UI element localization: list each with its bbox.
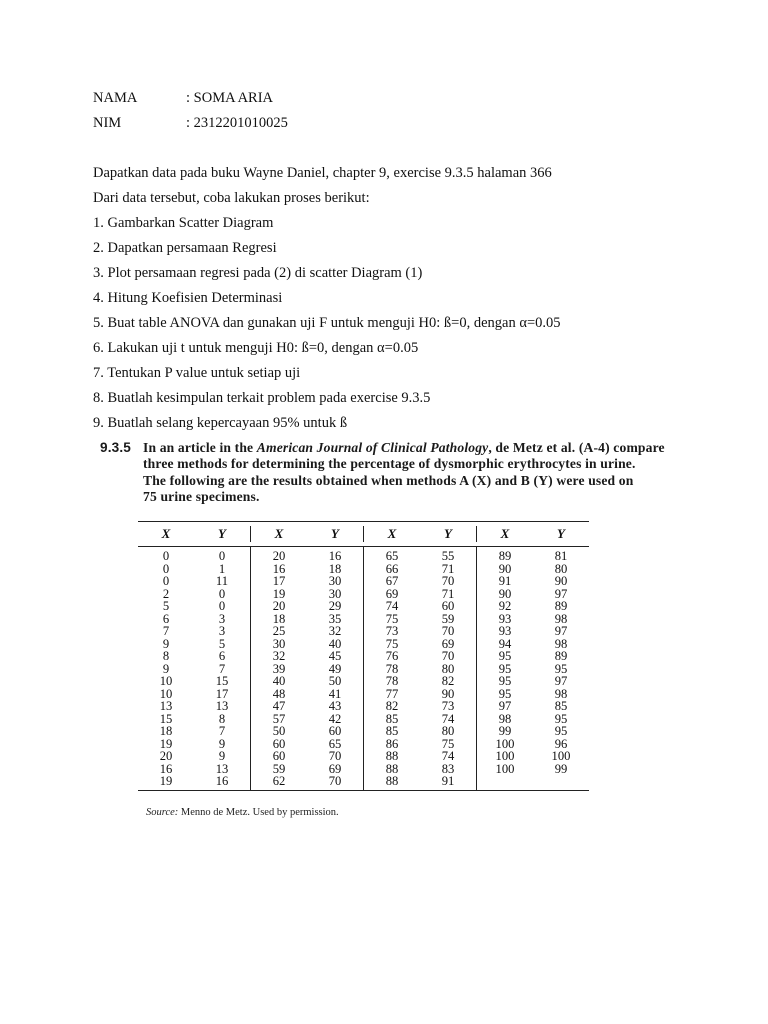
table-cell-y: 75 — [441, 736, 455, 751]
table-cell-y: 70 — [328, 774, 342, 788]
table-row — [477, 713, 589, 726]
table-row — [364, 775, 476, 788]
table-row — [477, 563, 589, 576]
table-cell-y: 30 — [328, 574, 342, 588]
table-cell-y: 41 — [328, 686, 342, 701]
table-cell-x: 78 — [385, 661, 399, 676]
table-cell-x: 47 — [272, 699, 286, 713]
table-row — [251, 750, 363, 763]
table-cell-y: 13 — [215, 699, 229, 713]
table-cell-y: 3 — [218, 611, 226, 626]
table-row — [477, 650, 589, 663]
table-row — [477, 725, 589, 738]
column-header-y: Y — [557, 526, 565, 541]
table-row — [364, 600, 476, 613]
table-row — [251, 688, 363, 701]
table-row — [364, 638, 476, 651]
table-cell-y: 70 — [441, 574, 455, 588]
name-value: : SOMA ARIA — [186, 90, 274, 106]
table-row — [138, 675, 250, 688]
table-cell-x: 9 — [162, 661, 170, 676]
table-cell-x: 94 — [498, 636, 512, 651]
table-row — [477, 575, 589, 588]
task-item: 5. Buat table ANOVA dan gunakan uji F untuk menguji H0: ß=0, dengan α=0.05 — [93, 315, 561, 331]
table-row — [477, 688, 589, 701]
table-row — [251, 663, 363, 676]
column-header-x: X — [387, 526, 397, 541]
table-cell-y: 0 — [218, 549, 226, 563]
table-cell-x: 39 — [272, 661, 286, 676]
table-cell-y: 89 — [554, 649, 568, 663]
table-cell-x: 0 — [162, 561, 170, 576]
table-row — [364, 700, 476, 713]
table-cell-x: 16 — [272, 561, 286, 576]
column-header-y: Y — [444, 526, 452, 541]
source-label: Source: — [146, 807, 179, 818]
table-row — [138, 650, 250, 663]
table-row — [138, 613, 250, 626]
table-cell-x: 92 — [498, 599, 512, 613]
instructions — [93, 164, 561, 439]
nim-value: : 2312201010025 — [186, 115, 288, 131]
table-row — [251, 613, 363, 626]
table-cell-y: 15 — [215, 674, 229, 688]
exercise-line-4: 75 urine specimens. — [143, 488, 260, 504]
table-row — [138, 750, 250, 763]
table-row — [138, 663, 250, 676]
table-cell-y: 73 — [441, 699, 455, 713]
table-cell-x: 67 — [385, 574, 399, 588]
exercise-line-1-post: , de Metz et al. (A-4) compare — [488, 440, 665, 455]
table-cell-x: 75 — [385, 636, 399, 651]
table-row — [138, 625, 250, 638]
task-item: 9. Buatlah selang kepercayaan 95% untuk ß — [93, 415, 348, 431]
table-cell-x: 5 — [162, 599, 170, 613]
exercise-number: 9.3.5 — [100, 440, 131, 455]
exercise-heading — [100, 440, 670, 505]
table-cell-x: 77 — [385, 686, 399, 701]
table-row — [138, 688, 250, 701]
table-row — [364, 763, 476, 776]
exercise-line-2: three methods for determining the percentage of dysmorphic erythrocytes in urine. — [143, 456, 636, 472]
table-cell-y: 49 — [328, 661, 342, 676]
table-cell-x: 69 — [385, 586, 399, 601]
table-row — [364, 588, 476, 601]
table-row — [138, 713, 250, 726]
table-cell-y: 74 — [441, 749, 455, 763]
table-cell-x: 95 — [498, 649, 512, 663]
table-row — [364, 675, 476, 688]
table-cell-y: 95 — [554, 661, 568, 676]
table-cell-x: 86 — [385, 736, 399, 751]
table-cell-y: 16 — [215, 774, 229, 788]
table-cell-y: 40 — [328, 636, 342, 651]
table-cell-x: 93 — [498, 624, 512, 638]
table-cell-x: 6 — [162, 611, 170, 626]
table-cell-x: 2 — [162, 586, 170, 601]
table-cell-y: 80 — [554, 561, 568, 576]
table-cell-x: 66 — [385, 561, 399, 576]
table-cell-y: 69 — [441, 636, 455, 651]
table-cell-x: 19 — [272, 586, 286, 601]
table-cell-y: 99 — [554, 761, 568, 776]
table-cell-y: 32 — [328, 624, 342, 638]
table-cell-x: 60 — [272, 749, 286, 763]
table-cell-x: 19 — [159, 736, 173, 751]
table-row — [364, 650, 476, 663]
table-cell-y: 82 — [441, 674, 455, 688]
table-source — [146, 807, 339, 818]
table-cell-y: 45 — [328, 649, 342, 663]
table-row — [251, 675, 363, 688]
table-cell-y: 1 — [218, 561, 226, 576]
table-cell-x: 65 — [385, 549, 399, 563]
table-row — [138, 563, 250, 576]
table-cell-y: 59 — [441, 611, 455, 626]
table-cell-y: 55 — [441, 549, 455, 563]
nim-label: NIM — [93, 115, 122, 131]
table-row — [251, 575, 363, 588]
table-cell-x: 40 — [272, 674, 286, 688]
table-cell-x: 50 — [272, 724, 286, 738]
table-cell-x: 0 — [162, 574, 170, 588]
table-cell-x: 88 — [385, 774, 399, 788]
table-cell-y: 90 — [554, 574, 568, 588]
table-cell-x: 95 — [498, 686, 512, 701]
table-row — [477, 638, 589, 651]
table-cell-y: 80 — [441, 661, 455, 676]
table-row — [477, 763, 589, 776]
table-cell-x: 82 — [385, 699, 399, 713]
table-cell-y: 89 — [554, 599, 568, 613]
table-cell-y: 81 — [554, 549, 568, 563]
table-cell-y: 42 — [328, 711, 342, 726]
table-cell-y: 17 — [215, 686, 229, 701]
table-row — [477, 613, 589, 626]
table-row — [364, 625, 476, 638]
table-cell-x: 73 — [385, 624, 399, 638]
table-cell-y: 100 — [551, 749, 571, 763]
table-cell-y: 18 — [328, 561, 342, 576]
intro-line-2: Dari data tersebut, coba lakukan proses berikut: — [93, 190, 370, 206]
table-cell-x: 76 — [385, 649, 399, 663]
table-cell-y: 97 — [554, 624, 568, 638]
task-item: 1. Gambarkan Scatter Diagram — [93, 215, 274, 231]
table-row — [364, 738, 476, 751]
table-cell-x: 88 — [385, 749, 399, 763]
exercise-scan — [100, 440, 670, 818]
table-cell-x: 15 — [159, 711, 173, 726]
table-cell-x: 9 — [162, 636, 170, 651]
intro-line-1: Dapatkan data pada buku Wayne Daniel, chapter 9, exercise 9.3.5 halaman 366 — [93, 165, 552, 181]
table-cell-x: 93 — [498, 611, 512, 626]
table-row — [477, 675, 589, 688]
table-cell-x: 48 — [272, 686, 286, 701]
name-row — [93, 89, 273, 107]
table-cell-y: 43 — [328, 699, 342, 713]
table-cell-y: 7 — [218, 661, 226, 676]
table-cell-x: 98 — [498, 711, 512, 726]
table-cell-x: 13 — [159, 699, 173, 713]
table-cell-y: 74 — [441, 711, 455, 726]
table-cell-y: 98 — [554, 686, 568, 701]
table-cell-x: 100 — [495, 761, 515, 776]
table-row — [364, 563, 476, 576]
table-row — [477, 625, 589, 638]
table-cell-y: 71 — [441, 561, 455, 576]
table-cell-x: 8 — [162, 649, 170, 663]
table-cell-y: 70 — [328, 749, 342, 763]
column-header-x: X — [500, 526, 510, 541]
table-cell-x: 17 — [272, 574, 286, 588]
table-row — [138, 700, 250, 713]
table-row — [364, 550, 476, 563]
table-row — [477, 588, 589, 601]
table-block — [138, 547, 251, 790]
table-row — [251, 725, 363, 738]
table-cell-y: 60 — [328, 724, 342, 738]
table-row — [251, 625, 363, 638]
table-cell-y: 9 — [218, 736, 226, 751]
table-row — [251, 738, 363, 751]
table-cell-x: 18 — [159, 724, 173, 738]
table-cell-x: 90 — [498, 561, 512, 576]
table-row — [364, 688, 476, 701]
exercise-line-3: The following are the results obtained when methods A (X) and B (Y) were used on — [143, 472, 634, 488]
table-cell-y: 16 — [328, 549, 342, 563]
table-cell-x: 100 — [495, 736, 515, 751]
table-cell-y: 60 — [441, 599, 455, 613]
table-row — [477, 738, 589, 751]
table-row — [138, 763, 250, 776]
table-cell-y: 11 — [215, 574, 229, 588]
column-header-x: X — [161, 526, 171, 541]
table-cell-x: 19 — [159, 774, 173, 788]
table-cell-x: 89 — [498, 549, 512, 563]
table-cell-y: 3 — [218, 624, 226, 638]
table-cell-y: 80 — [441, 724, 455, 738]
table-cell-x: 20 — [272, 599, 286, 613]
table-row — [477, 600, 589, 613]
table-row — [251, 763, 363, 776]
task-item: 7. Tentukan P value untuk setiap uji — [93, 365, 301, 381]
table-cell-x: 85 — [385, 711, 399, 726]
table-row — [251, 588, 363, 601]
table-cell-y: 7 — [218, 724, 226, 738]
table-cell-x: 78 — [385, 674, 399, 688]
table-cell-y: 71 — [441, 586, 455, 601]
table-body — [138, 547, 589, 790]
table-cell-y: 6 — [218, 649, 226, 663]
table-cell-x: 7 — [162, 624, 170, 638]
table-cell-x: 30 — [272, 636, 286, 651]
table-row — [138, 638, 250, 651]
table-cell-y: 70 — [441, 624, 455, 638]
table-cell-x: 10 — [159, 674, 173, 688]
table-cell-y: 35 — [328, 611, 342, 626]
table-cell-y: 0 — [218, 599, 226, 613]
table-cell-x: 75 — [385, 611, 399, 626]
task-item: 4. Hitung Koefisien Determinasi — [93, 290, 283, 306]
table-row — [364, 713, 476, 726]
table-row — [364, 575, 476, 588]
table-block — [251, 547, 364, 790]
table-cell-x: 74 — [385, 599, 399, 613]
table-cell-x: 10 — [159, 686, 173, 701]
table-row — [138, 550, 250, 563]
exercise-text — [143, 440, 670, 505]
table-cell-x: 62 — [272, 774, 286, 788]
table-cell-y: 70 — [441, 649, 455, 663]
table-row — [477, 663, 589, 676]
table-cell-x: 95 — [498, 674, 512, 688]
table-cell-x: 95 — [498, 661, 512, 676]
table-header-row — [138, 522, 589, 546]
table-cell-x: 90 — [498, 586, 512, 601]
table-row — [364, 725, 476, 738]
task-item: 6. Lakukan uji t untuk menguji H0: ß=0, dengan α=0.05 — [93, 340, 419, 356]
table-cell-x: 88 — [385, 761, 399, 776]
table-cell-y: 98 — [554, 611, 568, 626]
table-row — [477, 550, 589, 563]
table-cell-y: 69 — [328, 761, 342, 776]
table-cell-y: 9 — [218, 749, 226, 763]
name-label: NAMA — [93, 90, 138, 106]
table-row — [364, 613, 476, 626]
table-row — [138, 588, 250, 601]
table-cell-x: 57 — [272, 711, 286, 726]
table-row — [251, 563, 363, 576]
table-cell-x: 97 — [498, 699, 512, 713]
table-cell-y: 97 — [554, 586, 568, 601]
table-cell-y: 65 — [328, 736, 342, 751]
table-cell-x: 99 — [498, 724, 512, 738]
table-row — [251, 600, 363, 613]
column-header-y: Y — [331, 526, 339, 541]
table-cell-y: 50 — [328, 674, 342, 688]
table-row — [251, 638, 363, 651]
task-list — [93, 214, 561, 439]
table-cell-x: 18 — [272, 611, 286, 626]
table-row — [138, 575, 250, 588]
source-text: Menno de Metz. Used by permission. — [178, 807, 339, 818]
table-row — [251, 550, 363, 563]
nim-row — [93, 114, 288, 132]
table-row — [477, 750, 589, 763]
table-cell-y: 97 — [554, 674, 568, 688]
table-cell-y: 29 — [328, 599, 342, 613]
table-cell-x: 25 — [272, 624, 286, 638]
table-cell-y: 13 — [215, 761, 229, 776]
table-cell-y: 90 — [441, 686, 455, 701]
table-row — [477, 700, 589, 713]
task-item: 8. Buatlah kesimpulan terkait problem pada exercise 9.3.5 — [93, 390, 431, 406]
table-row — [138, 738, 250, 751]
table-row — [251, 713, 363, 726]
table-cell-y: 95 — [554, 711, 568, 726]
table-cell-x: 20 — [272, 549, 286, 563]
table-cell-x: 59 — [272, 761, 286, 776]
table-cell-y: 5 — [218, 636, 226, 651]
table-cell-y: 98 — [554, 636, 568, 651]
table-cell-x: 60 — [272, 736, 286, 751]
table-cell-y: 8 — [218, 711, 226, 726]
table-row — [251, 775, 363, 788]
task-item: 2. Dapatkan persamaan Regresi — [93, 240, 277, 256]
table-cell-x: 0 — [162, 549, 170, 563]
table-cell-x: 20 — [159, 749, 173, 763]
column-header-y: Y — [218, 526, 226, 541]
table-row — [138, 725, 250, 738]
table-cell-y: 0 — [218, 586, 226, 601]
table-cell-y: 83 — [441, 761, 455, 776]
table-cell-y: 30 — [328, 586, 342, 601]
table-cell-y: 91 — [441, 774, 455, 788]
table-block — [364, 547, 477, 790]
table-cell-y: 96 — [554, 736, 568, 751]
exercise-line-1-pre: In an article in the — [143, 440, 257, 455]
table-cell-x: 91 — [498, 574, 512, 588]
table-block — [477, 547, 589, 790]
table-row — [138, 600, 250, 613]
table-cell-x: 32 — [272, 649, 286, 663]
table-cell-y: 95 — [554, 724, 568, 738]
task-item: 3. Plot persamaan regresi pada (2) di scatter Diagram (1) — [93, 265, 423, 281]
table-cell-x: 16 — [159, 761, 173, 776]
table-cell-x: 85 — [385, 724, 399, 738]
table-row — [251, 700, 363, 713]
table-row — [364, 663, 476, 676]
table-row — [251, 650, 363, 663]
table-cell-y: 85 — [554, 699, 568, 713]
journal-title: American Journal of Clinical Pathology — [256, 440, 489, 455]
table-row — [364, 750, 476, 763]
column-header-x: X — [274, 526, 284, 541]
data-table — [138, 521, 589, 791]
table-row — [138, 775, 250, 788]
table-cell-x: 100 — [495, 749, 515, 763]
